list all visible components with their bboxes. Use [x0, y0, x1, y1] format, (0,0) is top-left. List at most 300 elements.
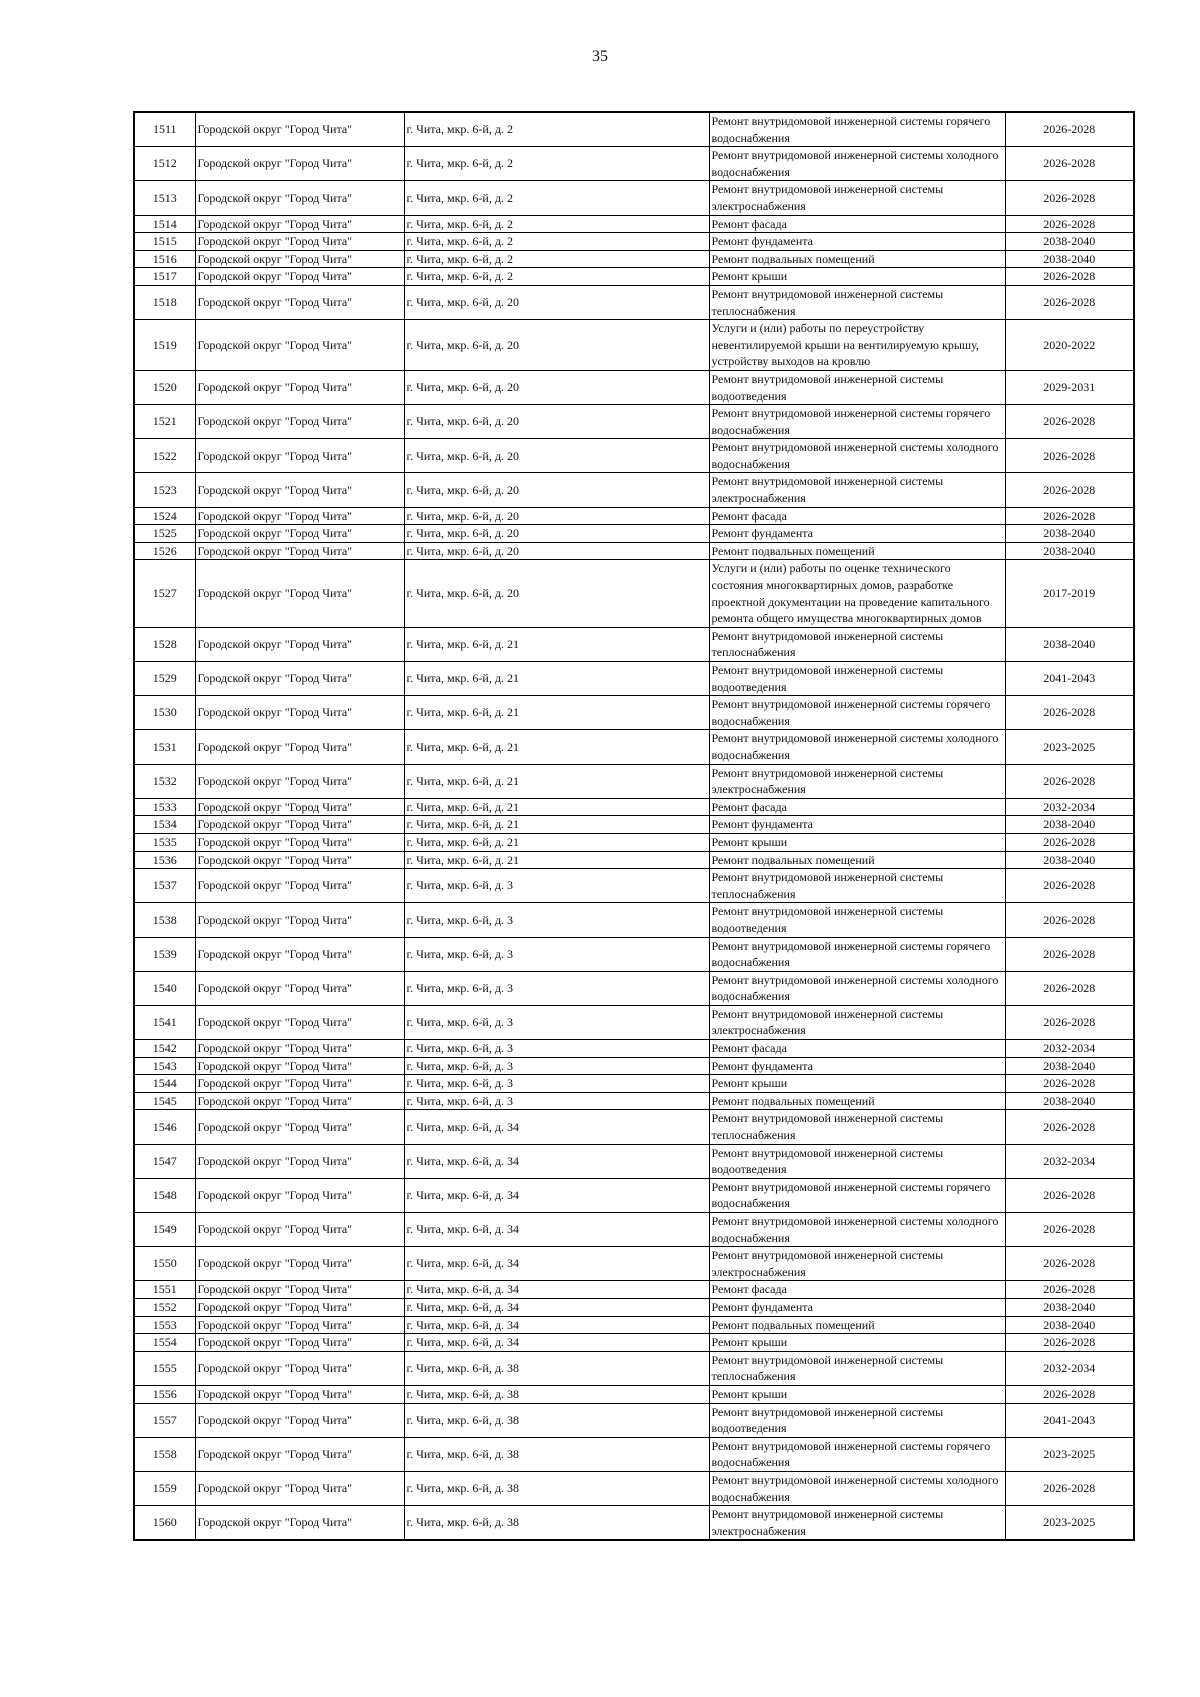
period-cell: 2029-2031 — [1005, 370, 1134, 404]
work-type-cell: Ремонт фасада — [709, 798, 1005, 816]
municipality-cell: Городской округ "Город Чита" — [195, 764, 404, 798]
address-cell: г. Чита, мкр. 6-й, д. 3 — [404, 971, 709, 1005]
municipality-cell: Городской округ "Город Чита" — [195, 869, 404, 903]
row-number-cell: 1517 — [134, 268, 195, 286]
period-cell: 2032-2034 — [1005, 798, 1134, 816]
period-cell: 2032-2034 — [1005, 1351, 1134, 1385]
period-cell: 2017-2019 — [1005, 560, 1134, 627]
municipality-cell: Городской округ "Город Чита" — [195, 662, 404, 696]
municipality-cell: Городской округ "Город Чита" — [195, 1144, 404, 1178]
period-cell: 2038-2040 — [1005, 542, 1134, 560]
municipality-cell: Городской округ "Город Чита" — [195, 1057, 404, 1075]
address-cell: г. Чита, мкр. 6-й, д. 34 — [404, 1144, 709, 1178]
municipality-cell: Городской округ "Город Чита" — [195, 833, 404, 851]
municipality-cell: Городской округ "Город Чита" — [195, 1403, 404, 1437]
municipality-cell: Городской округ "Город Чита" — [195, 1247, 404, 1281]
municipality-cell: Городской округ "Город Чита" — [195, 1178, 404, 1212]
table-row — [134, 869, 1134, 903]
period-cell: 2026-2028 — [1005, 1178, 1134, 1212]
address-cell: г. Чита, мкр. 6-й, д. 21 — [404, 662, 709, 696]
period-cell: 2026-2028 — [1005, 285, 1134, 319]
address-cell: г. Чита, мкр. 6-й, д. 20 — [404, 473, 709, 507]
table-row — [134, 215, 1134, 233]
municipality-cell: Городской округ "Город Чита" — [195, 405, 404, 439]
work-type-cell: Ремонт внутридомовой инженерной системы горячего водоснабжения — [709, 1178, 1005, 1212]
municipality-cell: Городской округ "Город Чита" — [195, 250, 404, 268]
municipality-cell: Городской округ "Город Чита" — [195, 525, 404, 543]
address-cell: г. Чита, мкр. 6-й, д. 21 — [404, 851, 709, 869]
table-row — [134, 1471, 1134, 1505]
address-cell: г. Чита, мкр. 6-й, д. 3 — [404, 937, 709, 971]
address-cell: г. Чита, мкр. 6-й, д. 38 — [404, 1351, 709, 1385]
municipality-cell: Городской округ "Город Чита" — [195, 730, 404, 764]
work-type-cell: Ремонт внутридомовой инженерной системы горячего водоснабжения — [709, 112, 1005, 147]
address-cell: г. Чита, мкр. 6-й, д. 2 — [404, 215, 709, 233]
address-cell: г. Чита, мкр. 6-й, д. 2 — [404, 233, 709, 251]
address-cell: г. Чита, мкр. 6-й, д. 2 — [404, 147, 709, 181]
period-cell: 2026-2028 — [1005, 971, 1134, 1005]
work-type-cell: Ремонт внутридомовой инженерной системы водоотведения — [709, 370, 1005, 404]
address-cell: г. Чита, мкр. 6-й, д. 21 — [404, 833, 709, 851]
row-number-cell: 1539 — [134, 937, 195, 971]
address-cell: г. Чита, мкр. 6-й, д. 20 — [404, 285, 709, 319]
row-number-cell: 1523 — [134, 473, 195, 507]
table-row — [134, 439, 1134, 473]
period-cell: 2026-2028 — [1005, 1247, 1134, 1281]
table-row — [134, 937, 1134, 971]
work-type-cell: Ремонт внутридомовой инженерной системы холодного водоснабжения — [709, 147, 1005, 181]
municipality-cell: Городской округ "Город Чита" — [195, 320, 404, 371]
work-type-cell: Ремонт фундамента — [709, 816, 1005, 834]
row-number-cell: 1550 — [134, 1247, 195, 1281]
period-cell: 2026-2028 — [1005, 869, 1134, 903]
row-number-cell: 1528 — [134, 627, 195, 661]
table-row — [134, 1092, 1134, 1110]
work-type-cell: Ремонт внутридомовой инженерной системы теплоснабжения — [709, 1351, 1005, 1385]
table-row — [134, 370, 1134, 404]
row-number-cell: 1543 — [134, 1057, 195, 1075]
row-number-cell: 1529 — [134, 662, 195, 696]
table-row — [134, 473, 1134, 507]
municipality-cell: Городской округ "Город Чита" — [195, 233, 404, 251]
municipality-cell: Городской округ "Город Чита" — [195, 816, 404, 834]
row-number-cell: 1533 — [134, 798, 195, 816]
work-type-cell: Ремонт внутридомовой инженерной системы водоотведения — [709, 1403, 1005, 1437]
work-type-cell: Ремонт внутридомовой инженерной системы теплоснабжения — [709, 869, 1005, 903]
row-number-cell: 1525 — [134, 525, 195, 543]
municipality-cell: Городской округ "Город Чита" — [195, 1298, 404, 1316]
row-number-cell: 1546 — [134, 1110, 195, 1144]
municipality-cell: Городской округ "Город Чита" — [195, 147, 404, 181]
work-type-cell: Ремонт фундамента — [709, 525, 1005, 543]
row-number-cell: 1514 — [134, 215, 195, 233]
row-number-cell: 1513 — [134, 181, 195, 215]
address-cell: г. Чита, мкр. 6-й, д. 3 — [404, 903, 709, 937]
row-number-cell: 1547 — [134, 1144, 195, 1178]
table-row — [134, 233, 1134, 251]
period-cell: 2026-2028 — [1005, 1334, 1134, 1352]
municipality-cell: Городской округ "Город Чита" — [195, 1075, 404, 1093]
address-cell: г. Чита, мкр. 6-й, д. 34 — [404, 1110, 709, 1144]
address-cell: г. Чита, мкр. 6-й, д. 21 — [404, 816, 709, 834]
address-cell: г. Чита, мкр. 6-й, д. 2 — [404, 268, 709, 286]
period-cell: 2026-2028 — [1005, 215, 1134, 233]
work-type-cell: Ремонт подвальных помещений — [709, 1092, 1005, 1110]
work-type-cell: Ремонт крыши — [709, 268, 1005, 286]
period-cell: 2026-2028 — [1005, 181, 1134, 215]
address-cell: г. Чита, мкр. 6-й, д. 34 — [404, 1298, 709, 1316]
address-cell: г. Чита, мкр. 6-й, д. 38 — [404, 1403, 709, 1437]
table-row — [134, 1403, 1134, 1437]
work-type-cell: Ремонт фасада — [709, 507, 1005, 525]
period-cell: 2038-2040 — [1005, 627, 1134, 661]
table-row — [134, 250, 1134, 268]
period-cell: 2026-2028 — [1005, 473, 1134, 507]
address-cell: г. Чита, мкр. 6-й, д. 20 — [404, 370, 709, 404]
row-number-cell: 1544 — [134, 1075, 195, 1093]
municipality-cell: Городской округ "Город Чита" — [195, 851, 404, 869]
table-row — [134, 1437, 1134, 1471]
row-number-cell: 1521 — [134, 405, 195, 439]
work-type-cell: Ремонт подвальных помещений — [709, 851, 1005, 869]
row-number-cell: 1553 — [134, 1316, 195, 1334]
period-cell: 2026-2028 — [1005, 112, 1134, 147]
municipality-cell: Городской округ "Город Чита" — [195, 542, 404, 560]
period-cell: 2026-2028 — [1005, 268, 1134, 286]
work-type-cell: Ремонт фасада — [709, 215, 1005, 233]
period-cell: 2026-2028 — [1005, 1281, 1134, 1299]
period-cell: 2038-2040 — [1005, 250, 1134, 268]
address-cell: г. Чита, мкр. 6-й, д. 34 — [404, 1247, 709, 1281]
table-row — [134, 1178, 1134, 1212]
address-cell: г. Чита, мкр. 6-й, д. 21 — [404, 798, 709, 816]
work-type-cell: Ремонт фундамента — [709, 233, 1005, 251]
table-row — [134, 1351, 1134, 1385]
row-number-cell: 1537 — [134, 869, 195, 903]
table-row — [134, 798, 1134, 816]
municipality-cell: Городской округ "Город Чита" — [195, 1281, 404, 1299]
municipality-cell: Городской округ "Город Чита" — [195, 696, 404, 730]
address-cell: г. Чита, мкр. 6-й, д. 34 — [404, 1213, 709, 1247]
address-cell: г. Чита, мкр. 6-й, д. 3 — [404, 1040, 709, 1058]
address-cell: г. Чита, мкр. 6-й, д. 21 — [404, 764, 709, 798]
period-cell: 2026-2028 — [1005, 439, 1134, 473]
address-cell: г. Чита, мкр. 6-й, д. 3 — [404, 1005, 709, 1039]
row-number-cell: 1548 — [134, 1178, 195, 1212]
period-cell: 2026-2028 — [1005, 696, 1134, 730]
work-type-cell: Ремонт внутридомовой инженерной системы водоотведения — [709, 903, 1005, 937]
municipality-cell: Городской округ "Город Чита" — [195, 1316, 404, 1334]
table-row — [134, 560, 1134, 627]
municipality-cell: Городской округ "Город Чита" — [195, 1334, 404, 1352]
row-number-cell: 1524 — [134, 507, 195, 525]
row-number-cell: 1554 — [134, 1334, 195, 1352]
municipality-cell: Городской округ "Город Чита" — [195, 1092, 404, 1110]
address-cell: г. Чита, мкр. 6-й, д. 34 — [404, 1281, 709, 1299]
table-row — [134, 1040, 1134, 1058]
table-row — [134, 542, 1134, 560]
table-row — [134, 971, 1134, 1005]
table-row — [134, 1213, 1134, 1247]
work-type-cell: Ремонт внутридомовой инженерной системы электроснабжения — [709, 764, 1005, 798]
table-row — [134, 507, 1134, 525]
period-cell: 2026-2028 — [1005, 764, 1134, 798]
municipality-cell: Городской округ "Город Чита" — [195, 798, 404, 816]
row-number-cell: 1526 — [134, 542, 195, 560]
work-type-cell: Ремонт крыши — [709, 1334, 1005, 1352]
table-row — [134, 1281, 1134, 1299]
address-cell: г. Чита, мкр. 6-й, д. 20 — [404, 320, 709, 371]
table-row — [134, 1298, 1134, 1316]
work-type-cell: Ремонт крыши — [709, 1075, 1005, 1093]
table-row — [134, 320, 1134, 371]
period-cell: 2038-2040 — [1005, 1092, 1134, 1110]
row-number-cell: 1534 — [134, 816, 195, 834]
work-type-cell: Ремонт внутридомовой инженерной системы горячего водоснабжения — [709, 937, 1005, 971]
row-number-cell: 1515 — [134, 233, 195, 251]
work-type-cell: Ремонт внутридомовой инженерной системы электроснабжения — [709, 1005, 1005, 1039]
row-number-cell: 1535 — [134, 833, 195, 851]
row-number-cell: 1531 — [134, 730, 195, 764]
row-number-cell: 1560 — [134, 1506, 195, 1541]
work-type-cell: Ремонт подвальных помещений — [709, 1316, 1005, 1334]
work-type-cell: Ремонт внутридомовой инженерной системы теплоснабжения — [709, 627, 1005, 661]
table-body — [134, 112, 1134, 1540]
table-row — [134, 1057, 1134, 1075]
municipality-cell: Городской округ "Город Чита" — [195, 1040, 404, 1058]
period-cell: 2038-2040 — [1005, 1057, 1134, 1075]
municipality-cell: Городской округ "Город Чита" — [195, 268, 404, 286]
address-cell: г. Чита, мкр. 6-й, д. 21 — [404, 696, 709, 730]
municipality-cell: Городской округ "Город Чита" — [195, 1471, 404, 1505]
row-number-cell: 1551 — [134, 1281, 195, 1299]
period-cell: 2026-2028 — [1005, 903, 1134, 937]
work-type-cell: Ремонт подвальных помещений — [709, 250, 1005, 268]
page-number: 35 — [592, 48, 608, 65]
period-cell: 2026-2028 — [1005, 833, 1134, 851]
municipality-cell: Городской округ "Город Чита" — [195, 507, 404, 525]
work-type-cell: Ремонт внутридомовой инженерной системы электроснабжения — [709, 181, 1005, 215]
work-type-cell: Ремонт внутридомовой инженерной системы холодного водоснабжения — [709, 730, 1005, 764]
work-type-cell: Ремонт внутридомовой инженерной системы горячего водоснабжения — [709, 405, 1005, 439]
address-cell: г. Чита, мкр. 6-й, д. 2 — [404, 181, 709, 215]
work-type-cell: Ремонт внутридомовой инженерной системы холодного водоснабжения — [709, 1471, 1005, 1505]
work-type-cell: Услуги и (или) работы по переустройству невентилируемой крыши на вентилируемую крышу, устройству выходов на кровлю — [709, 320, 1005, 371]
table-row — [134, 1247, 1134, 1281]
period-cell: 2023-2025 — [1005, 1506, 1134, 1541]
municipality-cell: Городской округ "Город Чита" — [195, 903, 404, 937]
work-type-cell: Ремонт внутридомовой инженерной системы горячего водоснабжения — [709, 696, 1005, 730]
address-cell: г. Чита, мкр. 6-й, д. 20 — [404, 507, 709, 525]
address-cell: г. Чита, мкр. 6-й, д. 20 — [404, 439, 709, 473]
table-row — [134, 1144, 1134, 1178]
work-type-cell: Ремонт фундамента — [709, 1298, 1005, 1316]
period-cell: 2038-2040 — [1005, 1316, 1134, 1334]
work-type-cell: Ремонт внутридомовой инженерной системы теплоснабжения — [709, 1110, 1005, 1144]
municipality-cell: Городской округ "Город Чита" — [195, 370, 404, 404]
work-type-cell: Ремонт внутридомовой инженерной системы теплоснабжения — [709, 285, 1005, 319]
period-cell: 2041-2043 — [1005, 662, 1134, 696]
address-cell: г. Чита, мкр. 6-й, д. 21 — [404, 730, 709, 764]
table-row — [134, 405, 1134, 439]
period-cell: 2026-2028 — [1005, 1005, 1134, 1039]
work-type-cell: Ремонт внутридомовой инженерной системы водоотведения — [709, 662, 1005, 696]
table-row — [134, 147, 1134, 181]
period-cell: 2026-2028 — [1005, 1213, 1134, 1247]
period-cell: 2038-2040 — [1005, 525, 1134, 543]
municipality-cell: Городской округ "Город Чита" — [195, 1351, 404, 1385]
table-row — [134, 730, 1134, 764]
municipality-cell: Городской округ "Город Чита" — [195, 1110, 404, 1144]
work-type-cell: Ремонт фундамента — [709, 1057, 1005, 1075]
table-row — [134, 696, 1134, 730]
municipality-cell: Городской округ "Город Чита" — [195, 1005, 404, 1039]
table-row — [134, 662, 1134, 696]
period-cell: 2026-2028 — [1005, 405, 1134, 439]
period-cell: 2026-2028 — [1005, 1075, 1134, 1093]
work-type-cell: Ремонт фасада — [709, 1281, 1005, 1299]
address-cell: г. Чита, мкр. 6-й, д. 3 — [404, 1057, 709, 1075]
period-cell: 2041-2043 — [1005, 1403, 1134, 1437]
row-number-cell: 1540 — [134, 971, 195, 1005]
address-cell: г. Чита, мкр. 6-й, д. 38 — [404, 1506, 709, 1541]
address-cell: г. Чита, мкр. 6-й, д. 34 — [404, 1178, 709, 1212]
period-cell: 2032-2034 — [1005, 1040, 1134, 1058]
row-number-cell: 1549 — [134, 1213, 195, 1247]
address-cell: г. Чита, мкр. 6-й, д. 34 — [404, 1316, 709, 1334]
work-type-cell: Ремонт подвальных помещений — [709, 542, 1005, 560]
work-type-cell: Ремонт крыши — [709, 833, 1005, 851]
row-number-cell: 1542 — [134, 1040, 195, 1058]
period-cell: 2020-2022 — [1005, 320, 1134, 371]
address-cell: г. Чита, мкр. 6-й, д. 2 — [404, 112, 709, 147]
table-row — [134, 764, 1134, 798]
table-row — [134, 816, 1134, 834]
work-type-cell: Ремонт фасада — [709, 1040, 1005, 1058]
row-number-cell: 1516 — [134, 250, 195, 268]
table-row — [134, 627, 1134, 661]
row-number-cell: 1527 — [134, 560, 195, 627]
address-cell: г. Чита, мкр. 6-й, д. 2 — [404, 250, 709, 268]
period-cell: 2026-2028 — [1005, 147, 1134, 181]
table-row — [134, 285, 1134, 319]
table-row — [134, 1005, 1134, 1039]
period-cell: 2038-2040 — [1005, 233, 1134, 251]
address-cell: г. Чита, мкр. 6-й, д. 38 — [404, 1437, 709, 1471]
address-cell: г. Чита, мкр. 6-й, д. 3 — [404, 1075, 709, 1093]
row-number-cell: 1522 — [134, 439, 195, 473]
period-cell: 2038-2040 — [1005, 816, 1134, 834]
table-row — [134, 903, 1134, 937]
municipality-cell: Городской округ "Город Чита" — [195, 473, 404, 507]
municipality-cell: Городской округ "Город Чита" — [195, 181, 404, 215]
table-row — [134, 1506, 1134, 1541]
municipality-cell: Городской округ "Город Чита" — [195, 560, 404, 627]
period-cell: 2038-2040 — [1005, 1298, 1134, 1316]
municipality-cell: Городской округ "Город Чита" — [195, 937, 404, 971]
table-row — [134, 268, 1134, 286]
municipality-cell: Городской округ "Город Чита" — [195, 112, 404, 147]
municipality-cell: Городской округ "Город Чита" — [195, 627, 404, 661]
period-cell: 2038-2040 — [1005, 851, 1134, 869]
period-cell: 2023-2025 — [1005, 1437, 1134, 1471]
row-number-cell: 1519 — [134, 320, 195, 371]
row-number-cell: 1518 — [134, 285, 195, 319]
address-cell: г. Чита, мкр. 6-й, д. 20 — [404, 525, 709, 543]
table-row — [134, 1110, 1134, 1144]
capital-repair-table — [133, 111, 1135, 1541]
row-number-cell: 1559 — [134, 1471, 195, 1505]
period-cell: 2026-2028 — [1005, 1385, 1134, 1403]
table-row — [134, 1334, 1134, 1352]
municipality-cell: Городской округ "Город Чита" — [195, 1385, 404, 1403]
municipality-cell: Городской округ "Город Чита" — [195, 215, 404, 233]
address-cell: г. Чита, мкр. 6-й, д. 21 — [404, 627, 709, 661]
address-cell: г. Чита, мкр. 6-й, д. 3 — [404, 1092, 709, 1110]
row-number-cell: 1556 — [134, 1385, 195, 1403]
table-row — [134, 1385, 1134, 1403]
row-number-cell: 1532 — [134, 764, 195, 798]
period-cell: 2026-2028 — [1005, 1471, 1134, 1505]
address-cell: г. Чита, мкр. 6-й, д. 34 — [404, 1334, 709, 1352]
address-cell: г. Чита, мкр. 6-й, д. 20 — [404, 542, 709, 560]
work-type-cell: Ремонт внутридомовой инженерной системы горячего водоснабжения — [709, 1437, 1005, 1471]
address-cell: г. Чита, мкр. 6-й, д. 38 — [404, 1385, 709, 1403]
work-type-cell: Ремонт внутридомовой инженерной системы холодного водоснабжения — [709, 1213, 1005, 1247]
table-row — [134, 1075, 1134, 1093]
row-number-cell: 1541 — [134, 1005, 195, 1039]
municipality-cell: Городской округ "Город Чита" — [195, 439, 404, 473]
work-type-cell: Услуги и (или) работы по оценке технического состояния многоквартирных домов, разработке проектной документации на проведение капитального ремонта общего имущества многоквартирных домов — [709, 560, 1005, 627]
municipality-cell: Городской округ "Город Чита" — [195, 1506, 404, 1541]
work-type-cell: Ремонт крыши — [709, 1385, 1005, 1403]
address-cell: г. Чита, мкр. 6-й, д. 20 — [404, 560, 709, 627]
work-type-cell: Ремонт внутридомовой инженерной системы электроснабжения — [709, 1247, 1005, 1281]
period-cell: 2023-2025 — [1005, 730, 1134, 764]
table-row — [134, 181, 1134, 215]
row-number-cell: 1538 — [134, 903, 195, 937]
address-cell: г. Чита, мкр. 6-й, д. 38 — [404, 1471, 709, 1505]
row-number-cell: 1557 — [134, 1403, 195, 1437]
municipality-cell: Городской округ "Город Чита" — [195, 1437, 404, 1471]
row-number-cell: 1530 — [134, 696, 195, 730]
municipality-cell: Городской округ "Город Чита" — [195, 1213, 404, 1247]
municipality-cell: Городской округ "Город Чита" — [195, 285, 404, 319]
address-cell: г. Чита, мкр. 6-й, д. 20 — [404, 405, 709, 439]
work-type-cell: Ремонт внутридомовой инженерной системы электроснабжения — [709, 1506, 1005, 1541]
row-number-cell: 1520 — [134, 370, 195, 404]
period-cell: 2026-2028 — [1005, 1110, 1134, 1144]
work-type-cell: Ремонт внутридомовой инженерной системы водоотведения — [709, 1144, 1005, 1178]
period-cell: 2026-2028 — [1005, 937, 1134, 971]
period-cell: 2026-2028 — [1005, 507, 1134, 525]
row-number-cell: 1558 — [134, 1437, 195, 1471]
table-row — [134, 525, 1134, 543]
row-number-cell: 1545 — [134, 1092, 195, 1110]
period-cell: 2032-2034 — [1005, 1144, 1134, 1178]
row-number-cell: 1536 — [134, 851, 195, 869]
table-row — [134, 833, 1134, 851]
row-number-cell: 1512 — [134, 147, 195, 181]
work-type-cell: Ремонт внутридомовой инженерной системы холодного водоснабжения — [709, 971, 1005, 1005]
row-number-cell: 1552 — [134, 1298, 195, 1316]
table-row — [134, 851, 1134, 869]
table-row — [134, 112, 1134, 147]
row-number-cell: 1555 — [134, 1351, 195, 1385]
municipality-cell: Городской округ "Город Чита" — [195, 971, 404, 1005]
work-type-cell: Ремонт внутридомовой инженерной системы электроснабжения — [709, 473, 1005, 507]
table-row — [134, 1316, 1134, 1334]
